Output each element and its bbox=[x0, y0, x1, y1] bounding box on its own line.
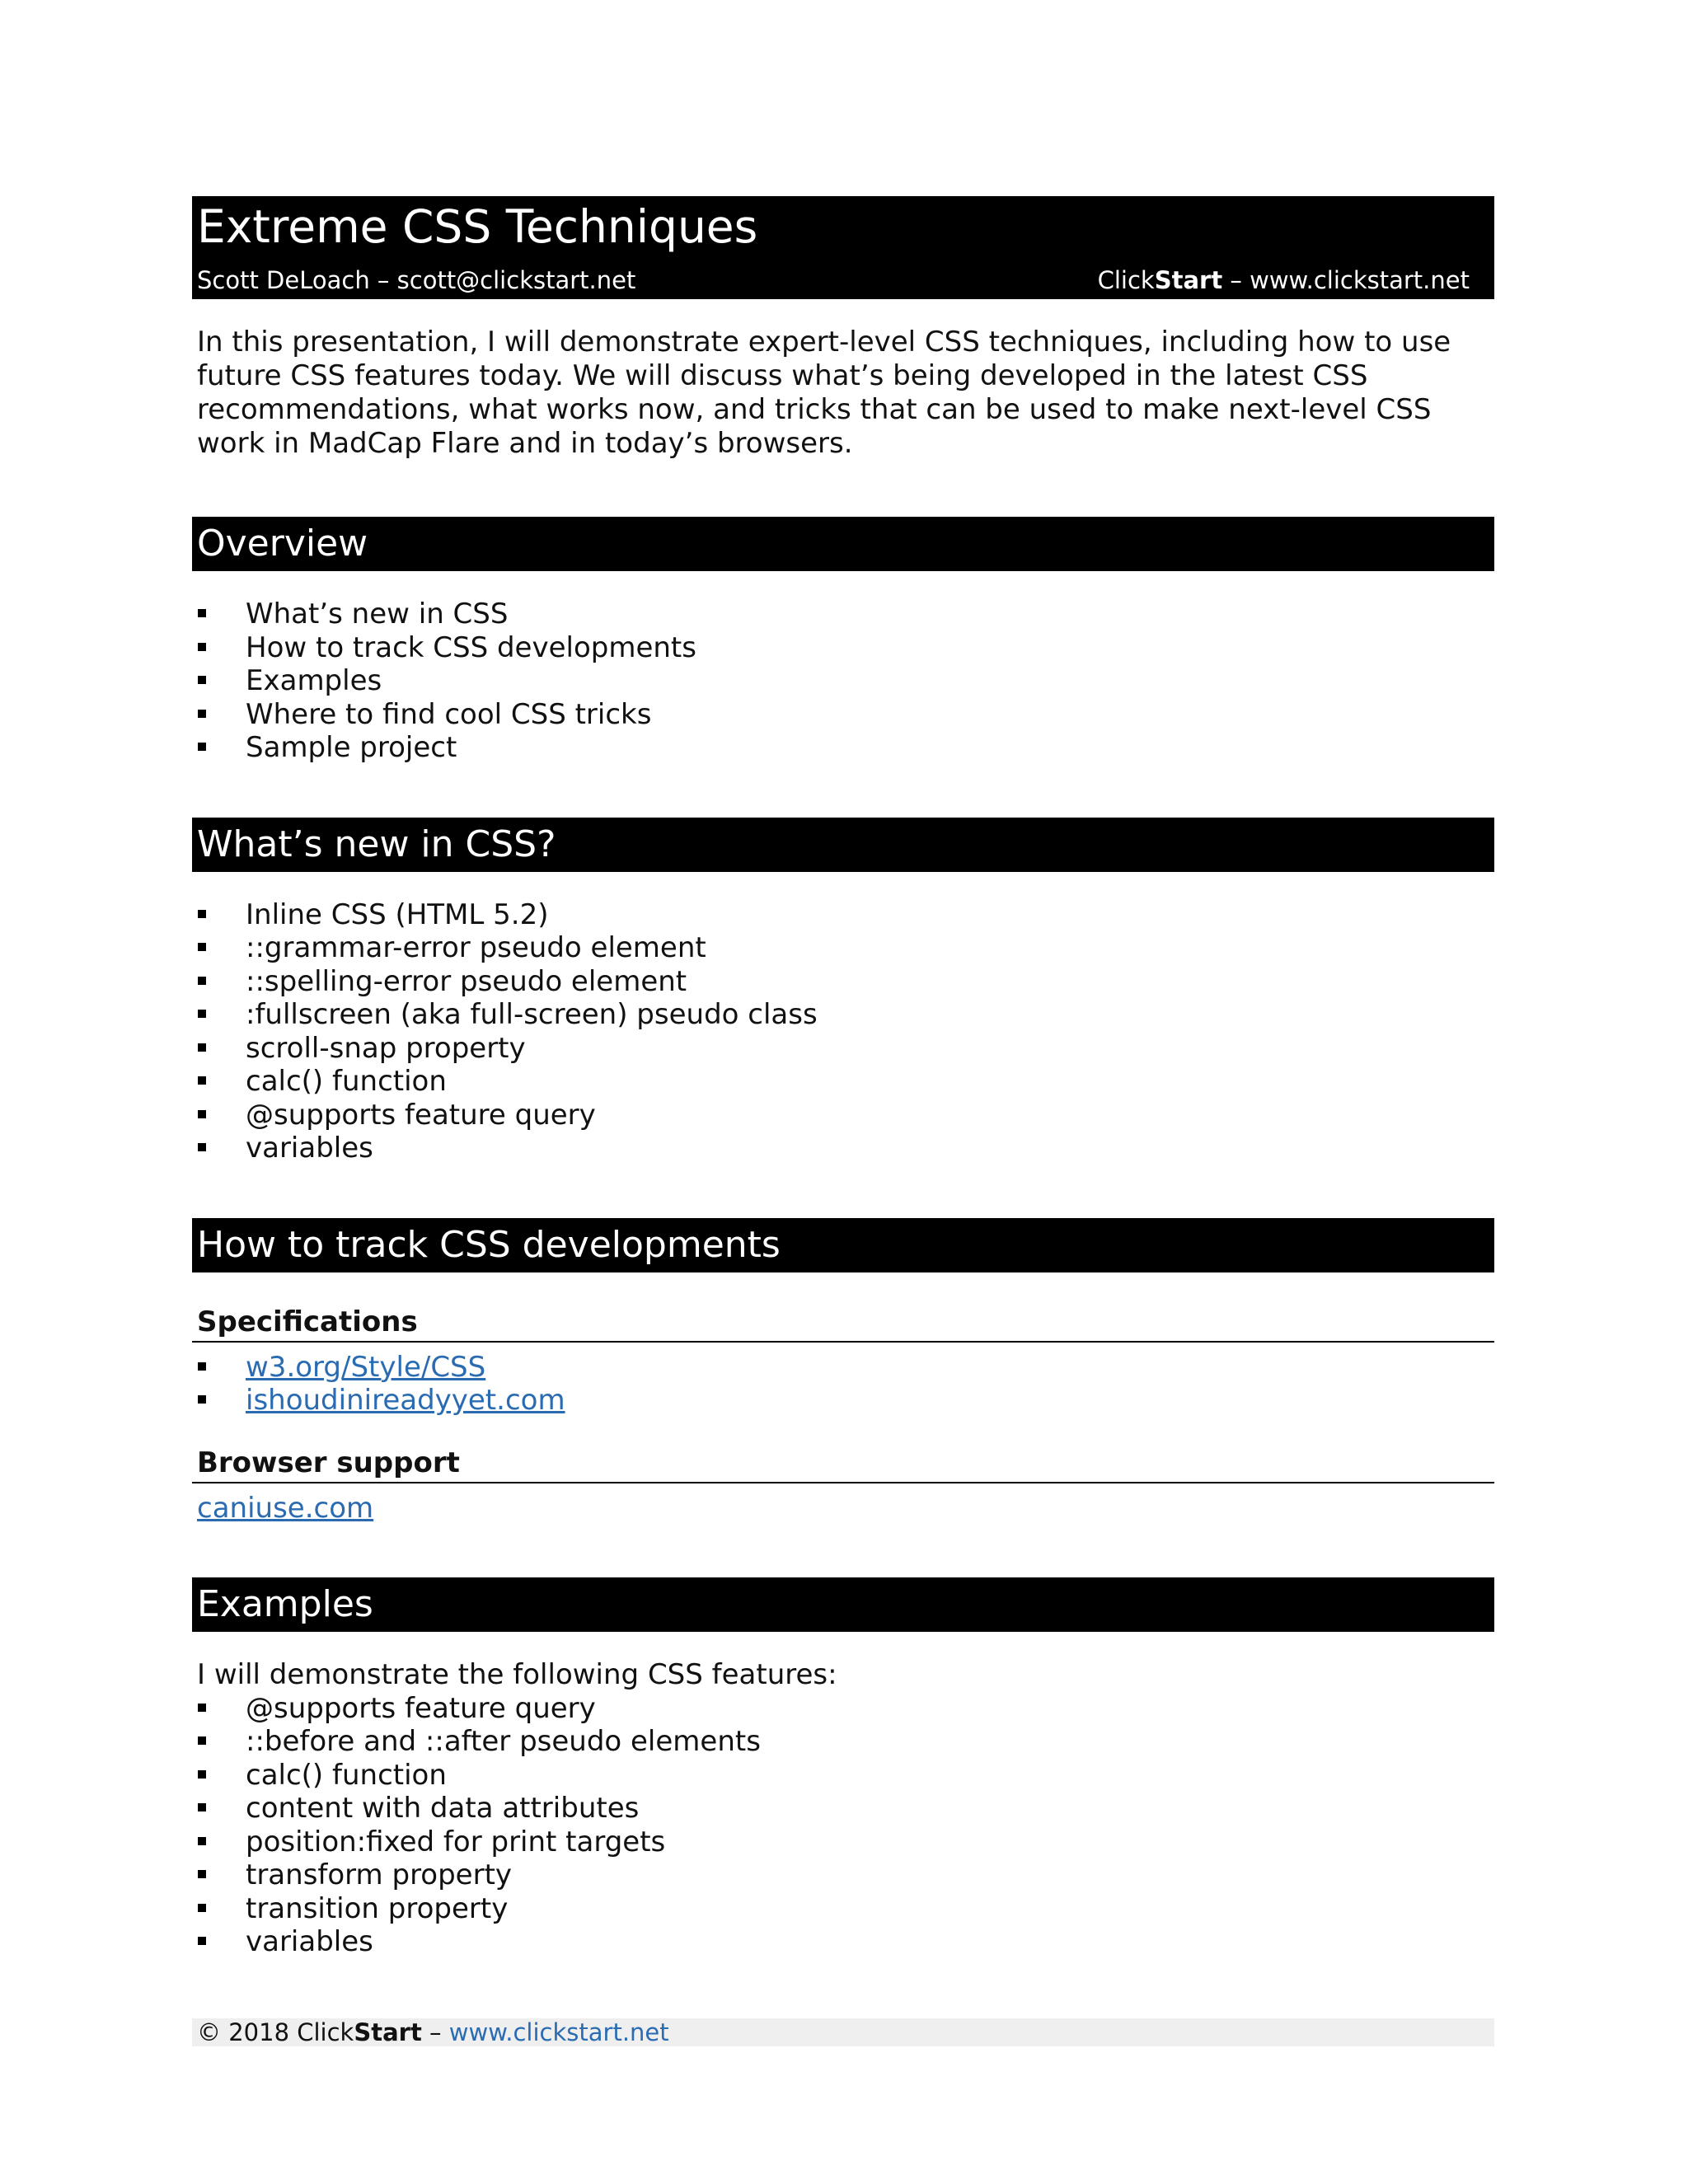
square-bullet-icon bbox=[198, 1395, 206, 1404]
square-bullet-icon bbox=[198, 743, 206, 751]
overview-list bbox=[192, 598, 1494, 765]
page-footer bbox=[192, 2018, 1494, 2046]
list-item: What’s new in CSS bbox=[192, 598, 1494, 631]
list-item: calc() function bbox=[192, 1065, 1494, 1099]
square-bullet-icon bbox=[198, 1770, 206, 1779]
square-bullet-icon bbox=[198, 1837, 206, 1845]
list-item: @supports feature query bbox=[192, 1099, 1494, 1132]
list-item bbox=[192, 1351, 1494, 1385]
brand-url: – www.clickstart.net bbox=[1222, 266, 1470, 294]
list-item: calc() function bbox=[192, 1759, 1494, 1793]
examples-list bbox=[192, 1692, 1494, 1959]
footer-dash: – bbox=[421, 2018, 449, 2046]
square-bullet-icon bbox=[198, 1143, 206, 1151]
square-bullet-icon bbox=[198, 1803, 206, 1811]
square-bullet-icon bbox=[198, 1937, 206, 1945]
square-bullet-icon bbox=[198, 977, 206, 985]
square-bullet-icon bbox=[198, 710, 206, 718]
list-item: position:fixed for print targets bbox=[192, 1825, 1494, 1859]
document-title: Extreme CSS Techniques bbox=[197, 200, 758, 253]
list-item: transform property bbox=[192, 1858, 1494, 1892]
square-bullet-icon bbox=[198, 1870, 206, 1878]
intro-paragraph: In this presentation, I will demonstrate expert-level CSS techniques, including how to use future CSS features today. We will discuss what’s being developed in the latest CSS recommendations, what works now, and tricks that can be used to make next-level CSS work in MadCap Flare and in today’s browsers. bbox=[197, 326, 1451, 460]
document-page bbox=[192, 196, 1494, 1959]
author-contact: Scott DeLoach – scott@clickstart.net bbox=[197, 266, 636, 294]
w3-css-link[interactable]: w3.org/Style/CSS bbox=[246, 1350, 486, 1384]
square-bullet-icon bbox=[198, 1010, 206, 1018]
square-bullet-icon bbox=[198, 1110, 206, 1118]
list-item: content with data attributes bbox=[192, 1792, 1494, 1825]
square-bullet-icon bbox=[198, 1043, 206, 1052]
brand-click: Click bbox=[1097, 266, 1155, 294]
list-item: @supports feature query bbox=[192, 1692, 1494, 1726]
list-item: Where to find cool CSS tricks bbox=[192, 698, 1494, 732]
specifications-heading: Specifications bbox=[192, 1305, 1494, 1343]
square-bullet-icon bbox=[198, 1736, 206, 1745]
whats-new-list bbox=[192, 898, 1494, 1165]
square-bullet-icon bbox=[198, 910, 206, 918]
square-bullet-icon bbox=[198, 1076, 206, 1085]
square-bullet-icon bbox=[198, 643, 206, 651]
list-item: ::before and ::after pseudo elements bbox=[192, 1725, 1494, 1759]
list-item: Examples bbox=[192, 664, 1494, 698]
specifications-list bbox=[192, 1351, 1494, 1418]
square-bullet-icon bbox=[198, 1362, 206, 1371]
footer-copyright: © 2018 bbox=[197, 2018, 298, 2046]
footer-brand-click: Click bbox=[297, 2018, 354, 2046]
list-item: scroll-snap property bbox=[192, 1032, 1494, 1066]
list-item: ::grammar-error pseudo element bbox=[192, 931, 1494, 965]
section-heading-whats-new: What’s new in CSS? bbox=[192, 818, 1494, 872]
caniuse-link[interactable]: caniuse.com bbox=[197, 1491, 374, 1525]
list-item: variables bbox=[192, 1925, 1494, 1959]
section-heading-examples: Examples bbox=[192, 1577, 1494, 1632]
footer-url-link[interactable]: www.clickstart.net bbox=[448, 2018, 669, 2046]
square-bullet-icon bbox=[198, 943, 206, 951]
section-heading-track: How to track CSS developments bbox=[192, 1218, 1494, 1272]
list-item: Inline CSS (HTML 5.2) bbox=[192, 898, 1494, 932]
square-bullet-icon bbox=[198, 1904, 206, 1912]
browser-support-heading: Browser support bbox=[192, 1446, 1494, 1483]
examples-lead: I will demonstrate the following CSS features: bbox=[197, 1658, 837, 1691]
list-item: How to track CSS developments bbox=[192, 631, 1494, 665]
list-item: transition property bbox=[192, 1892, 1494, 1926]
list-item bbox=[192, 1384, 1494, 1418]
list-item: variables bbox=[192, 1132, 1494, 1165]
square-bullet-icon bbox=[198, 676, 206, 684]
list-item: ::spelling-error pseudo element bbox=[192, 965, 1494, 999]
footer-brand-start: Start bbox=[354, 2018, 422, 2046]
square-bullet-icon bbox=[198, 609, 206, 617]
brand-start: Start bbox=[1154, 266, 1223, 294]
list-item: :fullscreen (aka full-screen) pseudo class bbox=[192, 998, 1494, 1032]
list-item: Sample project bbox=[192, 731, 1494, 765]
houdini-link[interactable]: ishoudinireadyyet.com bbox=[246, 1384, 565, 1417]
brand-contact bbox=[1098, 266, 1470, 294]
browser-support-line bbox=[192, 1492, 1494, 1526]
title-banner bbox=[192, 196, 1494, 299]
section-heading-overview: Overview bbox=[192, 517, 1494, 571]
square-bullet-icon bbox=[198, 1704, 206, 1712]
